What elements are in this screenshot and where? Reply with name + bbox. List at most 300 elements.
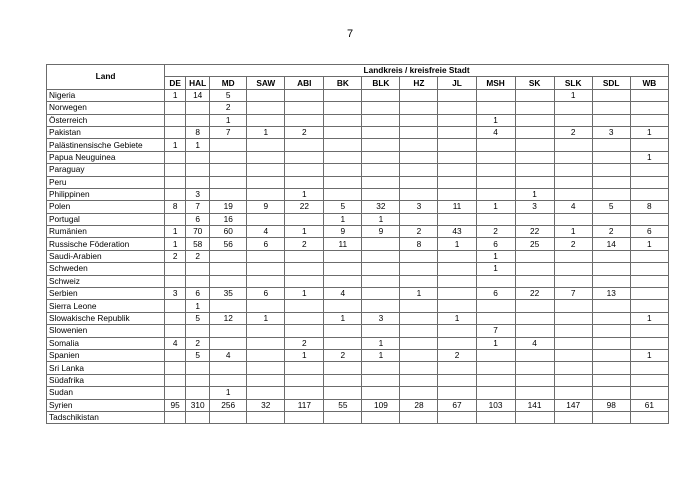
- value-cell: 1: [285, 226, 324, 238]
- value-cell: [247, 300, 285, 312]
- value-cell: [285, 411, 324, 423]
- value-cell: [554, 325, 592, 337]
- table-row: [47, 151, 669, 163]
- value-cell: [165, 114, 186, 126]
- value-cell: 1: [438, 312, 476, 324]
- table-row: [47, 387, 669, 399]
- value-cell: 1: [186, 139, 210, 151]
- value-cell: 6: [247, 238, 285, 250]
- page-number: 7: [346, 28, 354, 40]
- column-header-slk: SLK: [554, 77, 592, 89]
- value-cell: 2: [554, 238, 592, 250]
- value-cell: 1: [362, 213, 400, 225]
- country-cell: Pakistan: [47, 126, 165, 138]
- value-cell: 11: [438, 201, 476, 213]
- value-cell: 4: [324, 288, 362, 300]
- value-cell: [476, 275, 515, 287]
- value-cell: 141: [515, 399, 554, 411]
- value-cell: [362, 151, 400, 163]
- value-cell: 70: [186, 226, 210, 238]
- value-cell: 2: [165, 250, 186, 262]
- value-cell: [165, 374, 186, 386]
- value-cell: [630, 300, 668, 312]
- country-cell: Polen: [47, 201, 165, 213]
- value-cell: [554, 102, 592, 114]
- value-cell: [400, 374, 438, 386]
- column-header-md: MD: [210, 77, 247, 89]
- value-cell: 1: [165, 226, 186, 238]
- value-cell: 1: [165, 89, 186, 101]
- value-cell: [362, 188, 400, 200]
- value-cell: [630, 114, 668, 126]
- country-cell: Schweiz: [47, 275, 165, 287]
- value-cell: 32: [247, 399, 285, 411]
- column-header-hal: HAL: [186, 77, 210, 89]
- value-cell: [186, 325, 210, 337]
- value-cell: [362, 362, 400, 374]
- value-cell: 2: [186, 250, 210, 262]
- value-cell: 6: [476, 288, 515, 300]
- value-cell: [515, 139, 554, 151]
- value-cell: [165, 411, 186, 423]
- value-cell: [554, 114, 592, 126]
- value-cell: 16: [210, 213, 247, 225]
- value-cell: 61: [630, 399, 668, 411]
- table-row: [47, 300, 669, 312]
- value-cell: [554, 337, 592, 349]
- value-cell: [515, 349, 554, 361]
- country-cell: Peru: [47, 176, 165, 188]
- value-cell: [515, 176, 554, 188]
- value-cell: 2: [186, 337, 210, 349]
- value-cell: [165, 300, 186, 312]
- country-cell: Portugal: [47, 213, 165, 225]
- table-row: [47, 349, 669, 361]
- value-cell: [630, 263, 668, 275]
- value-cell: [165, 188, 186, 200]
- value-cell: [285, 362, 324, 374]
- table-row: [47, 288, 669, 300]
- value-cell: [247, 151, 285, 163]
- value-cell: [515, 387, 554, 399]
- value-cell: [285, 102, 324, 114]
- value-cell: [438, 114, 476, 126]
- table-row: [47, 263, 669, 275]
- value-cell: 103: [476, 399, 515, 411]
- value-cell: 1: [165, 238, 186, 250]
- value-cell: [210, 188, 247, 200]
- value-cell: 6: [186, 213, 210, 225]
- value-cell: [476, 374, 515, 386]
- value-cell: [476, 89, 515, 101]
- table-row: [47, 188, 669, 200]
- value-cell: [324, 337, 362, 349]
- value-cell: [592, 411, 630, 423]
- value-cell: [362, 325, 400, 337]
- value-cell: [400, 300, 438, 312]
- value-cell: 3: [515, 201, 554, 213]
- value-cell: [554, 312, 592, 324]
- value-cell: [554, 151, 592, 163]
- table-row: [47, 312, 669, 324]
- value-cell: [438, 337, 476, 349]
- value-cell: [476, 176, 515, 188]
- country-cell: Syrien: [47, 399, 165, 411]
- value-cell: [592, 188, 630, 200]
- value-cell: [186, 176, 210, 188]
- country-cell: Somalia: [47, 337, 165, 349]
- value-cell: [400, 126, 438, 138]
- value-cell: 1: [630, 151, 668, 163]
- value-cell: 6: [476, 238, 515, 250]
- value-cell: [592, 164, 630, 176]
- value-cell: [324, 362, 362, 374]
- value-cell: [165, 275, 186, 287]
- value-cell: 1: [165, 139, 186, 151]
- value-cell: [285, 250, 324, 262]
- value-cell: [285, 164, 324, 176]
- table-row: [47, 139, 669, 151]
- value-cell: [165, 176, 186, 188]
- value-cell: [592, 337, 630, 349]
- value-cell: [324, 325, 362, 337]
- value-cell: 1: [362, 337, 400, 349]
- value-cell: 109: [362, 399, 400, 411]
- value-cell: 1: [247, 126, 285, 138]
- value-cell: [554, 139, 592, 151]
- value-cell: 2: [592, 226, 630, 238]
- value-cell: 5: [186, 312, 210, 324]
- value-cell: [400, 250, 438, 262]
- value-cell: [630, 213, 668, 225]
- value-cell: [324, 139, 362, 151]
- value-cell: [285, 176, 324, 188]
- value-cell: 1: [476, 114, 515, 126]
- value-cell: [476, 312, 515, 324]
- value-cell: [476, 411, 515, 423]
- value-cell: [592, 275, 630, 287]
- value-cell: [476, 349, 515, 361]
- value-cell: [247, 188, 285, 200]
- country-cell: Paraguay: [47, 164, 165, 176]
- country-cell: Philippinen: [47, 188, 165, 200]
- value-cell: [210, 151, 247, 163]
- value-cell: [515, 114, 554, 126]
- value-cell: [285, 312, 324, 324]
- value-cell: [630, 411, 668, 423]
- value-cell: [324, 250, 362, 262]
- table-row: [47, 238, 669, 250]
- value-cell: [476, 300, 515, 312]
- value-cell: 1: [285, 188, 324, 200]
- column-header-blk: BLK: [362, 77, 400, 89]
- value-cell: [630, 176, 668, 188]
- value-cell: [630, 337, 668, 349]
- value-cell: [362, 176, 400, 188]
- value-cell: [186, 275, 210, 287]
- column-header-wb: WB: [630, 77, 668, 89]
- value-cell: 2: [324, 349, 362, 361]
- value-cell: [554, 349, 592, 361]
- value-cell: 3: [362, 312, 400, 324]
- value-cell: [324, 374, 362, 386]
- value-cell: [247, 263, 285, 275]
- table-row: [47, 275, 669, 287]
- value-cell: 6: [630, 226, 668, 238]
- value-cell: [400, 213, 438, 225]
- value-cell: [592, 250, 630, 262]
- value-cell: [400, 411, 438, 423]
- table-row: [47, 89, 669, 101]
- value-cell: 3: [186, 188, 210, 200]
- value-cell: [165, 213, 186, 225]
- value-cell: [438, 387, 476, 399]
- value-cell: [554, 263, 592, 275]
- value-cell: [438, 102, 476, 114]
- value-cell: 4: [210, 349, 247, 361]
- value-cell: [247, 176, 285, 188]
- country-cell: Slowenien: [47, 325, 165, 337]
- value-cell: [324, 188, 362, 200]
- value-cell: [438, 288, 476, 300]
- value-cell: [247, 164, 285, 176]
- value-cell: [247, 139, 285, 151]
- value-cell: [438, 176, 476, 188]
- value-cell: [285, 325, 324, 337]
- value-cell: [165, 164, 186, 176]
- country-cell: Sudan: [47, 387, 165, 399]
- value-cell: [210, 362, 247, 374]
- value-cell: 2: [285, 238, 324, 250]
- value-cell: 1: [210, 387, 247, 399]
- value-cell: [476, 213, 515, 225]
- value-cell: [400, 139, 438, 151]
- country-cell: Tadschikistan: [47, 411, 165, 423]
- value-cell: [400, 312, 438, 324]
- value-cell: [362, 250, 400, 262]
- country-cell: Spanien: [47, 349, 165, 361]
- value-cell: [476, 102, 515, 114]
- value-cell: 1: [186, 300, 210, 312]
- value-cell: [400, 89, 438, 101]
- value-cell: [247, 387, 285, 399]
- value-cell: 1: [210, 114, 247, 126]
- value-cell: 2: [554, 126, 592, 138]
- value-cell: [247, 250, 285, 262]
- value-cell: [362, 89, 400, 101]
- value-cell: [554, 387, 592, 399]
- value-cell: [592, 139, 630, 151]
- country-cell: Serbien: [47, 288, 165, 300]
- value-cell: [592, 374, 630, 386]
- value-cell: [515, 312, 554, 324]
- value-cell: [186, 151, 210, 163]
- column-header-msh: MSH: [476, 77, 515, 89]
- value-cell: [554, 213, 592, 225]
- value-cell: [554, 188, 592, 200]
- value-cell: [210, 325, 247, 337]
- value-cell: 5: [324, 201, 362, 213]
- value-cell: [247, 102, 285, 114]
- value-cell: [592, 89, 630, 101]
- country-cell: Südafrika: [47, 374, 165, 386]
- value-cell: [324, 275, 362, 287]
- value-cell: [324, 300, 362, 312]
- value-cell: 3: [165, 288, 186, 300]
- value-cell: [400, 188, 438, 200]
- value-cell: 22: [515, 288, 554, 300]
- value-cell: 95: [165, 399, 186, 411]
- value-cell: 5: [592, 201, 630, 213]
- table-row: [47, 362, 669, 374]
- value-cell: [438, 374, 476, 386]
- value-cell: [165, 263, 186, 275]
- value-cell: [400, 114, 438, 126]
- value-cell: [247, 275, 285, 287]
- value-cell: [362, 288, 400, 300]
- value-cell: [592, 114, 630, 126]
- value-cell: 8: [400, 238, 438, 250]
- value-cell: [247, 89, 285, 101]
- value-cell: 14: [186, 89, 210, 101]
- value-cell: 4: [165, 337, 186, 349]
- value-cell: 9: [362, 226, 400, 238]
- value-cell: 55: [324, 399, 362, 411]
- value-cell: [165, 362, 186, 374]
- value-cell: [400, 263, 438, 275]
- value-cell: 4: [247, 226, 285, 238]
- table-row: [47, 201, 669, 213]
- value-cell: [515, 411, 554, 423]
- value-cell: [438, 325, 476, 337]
- value-cell: [630, 362, 668, 374]
- value-cell: 35: [210, 288, 247, 300]
- value-cell: [592, 349, 630, 361]
- table-row: [47, 164, 669, 176]
- value-cell: 1: [285, 349, 324, 361]
- value-cell: [630, 275, 668, 287]
- value-cell: [400, 164, 438, 176]
- value-cell: 9: [324, 226, 362, 238]
- column-header-hz: HZ: [400, 77, 438, 89]
- country-cell: Rumänien: [47, 226, 165, 238]
- value-cell: [324, 263, 362, 275]
- value-cell: 4: [515, 337, 554, 349]
- value-cell: 1: [400, 288, 438, 300]
- value-cell: 8: [165, 201, 186, 213]
- value-cell: 2: [438, 349, 476, 361]
- value-cell: [400, 176, 438, 188]
- value-cell: [285, 300, 324, 312]
- value-cell: [515, 275, 554, 287]
- table-row: [47, 325, 669, 337]
- value-cell: 6: [247, 288, 285, 300]
- value-cell: [630, 188, 668, 200]
- value-cell: [515, 325, 554, 337]
- group-header: Landkreis / kreisfreie Stadt: [165, 65, 669, 77]
- value-cell: [438, 139, 476, 151]
- value-cell: [362, 238, 400, 250]
- table-row: [47, 213, 669, 225]
- value-cell: [630, 139, 668, 151]
- value-cell: [554, 250, 592, 262]
- value-cell: [285, 89, 324, 101]
- value-cell: [324, 114, 362, 126]
- country-cell: Saudi-Arabien: [47, 250, 165, 262]
- value-cell: [210, 300, 247, 312]
- value-cell: [515, 362, 554, 374]
- value-cell: [592, 300, 630, 312]
- value-cell: [247, 114, 285, 126]
- value-cell: [247, 411, 285, 423]
- value-cell: [285, 387, 324, 399]
- value-cell: 43: [438, 226, 476, 238]
- value-cell: [210, 176, 247, 188]
- value-cell: 1: [324, 213, 362, 225]
- value-cell: [210, 139, 247, 151]
- value-cell: [400, 275, 438, 287]
- country-cell: Slowakische Republik: [47, 312, 165, 324]
- value-cell: [165, 126, 186, 138]
- value-cell: 22: [285, 201, 324, 213]
- column-header-bk: BK: [324, 77, 362, 89]
- value-cell: [592, 102, 630, 114]
- value-cell: 56: [210, 238, 247, 250]
- country-cell: Österreich: [47, 114, 165, 126]
- value-cell: [554, 275, 592, 287]
- column-header-de: DE: [165, 77, 186, 89]
- value-cell: [186, 374, 210, 386]
- value-cell: [165, 349, 186, 361]
- value-cell: [438, 213, 476, 225]
- value-cell: [247, 362, 285, 374]
- value-cell: [186, 263, 210, 275]
- value-cell: [438, 151, 476, 163]
- value-cell: 1: [630, 312, 668, 324]
- value-cell: [592, 213, 630, 225]
- value-cell: [515, 250, 554, 262]
- value-cell: 3: [592, 126, 630, 138]
- value-cell: 7: [186, 201, 210, 213]
- value-cell: [165, 102, 186, 114]
- value-cell: [515, 213, 554, 225]
- value-cell: 1: [630, 238, 668, 250]
- value-cell: [186, 164, 210, 176]
- table-row: [47, 126, 669, 138]
- value-cell: [438, 89, 476, 101]
- value-cell: [362, 275, 400, 287]
- data-table: [46, 64, 669, 424]
- value-cell: [515, 374, 554, 386]
- header-row-group: [47, 65, 669, 77]
- value-cell: 8: [186, 126, 210, 138]
- column-header-jl: JL: [438, 77, 476, 89]
- value-cell: [630, 164, 668, 176]
- value-cell: [400, 151, 438, 163]
- value-cell: 19: [210, 201, 247, 213]
- value-cell: 256: [210, 399, 247, 411]
- value-cell: [186, 114, 210, 126]
- value-cell: [438, 411, 476, 423]
- value-cell: 1: [247, 312, 285, 324]
- value-cell: 1: [476, 263, 515, 275]
- value-cell: [210, 164, 247, 176]
- value-cell: [554, 164, 592, 176]
- value-cell: [285, 139, 324, 151]
- value-cell: [438, 300, 476, 312]
- table-row: [47, 250, 669, 262]
- value-cell: 12: [210, 312, 247, 324]
